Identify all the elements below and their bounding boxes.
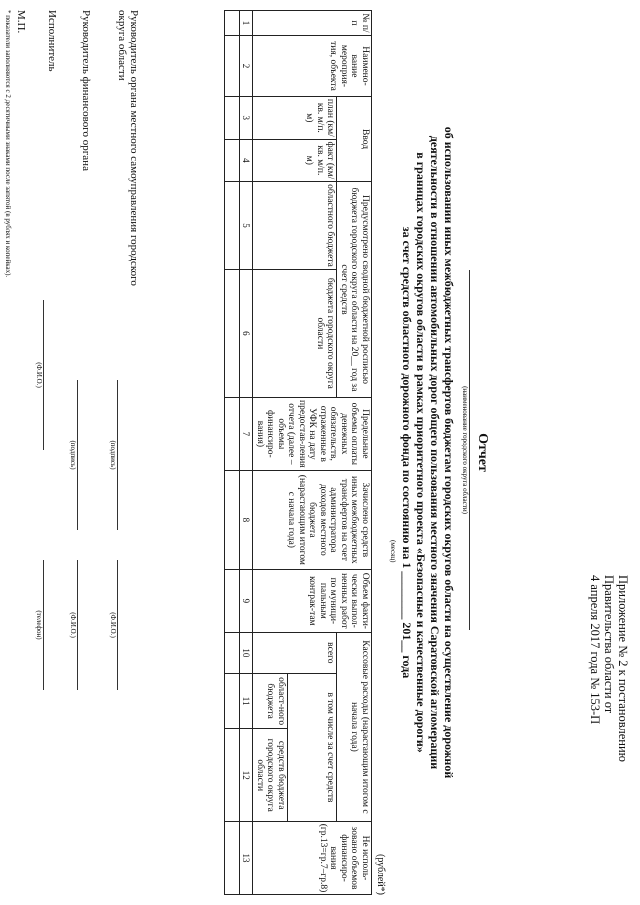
- column-numbers-row: 1 2 3 4 5 6 7 8 9 10 11 12 13: [240, 11, 254, 895]
- document-page: Приложение № 2 к постановлению Правительства области от 4 апреля 2017 года № 153-П Отчет (наименование городского округа области) об использовании иных межбюджетных трансфертов бюджетам городских округов области на осуществление дорожной деятельности в отношении автомобильных дорог общего пользования местного значения Саратовской агломерации в границах городских округов области в рамках приоритетного проекта «Безопасные и качественные дороги» за счет средств областного дорожного фонда по состоянию на 1 ________ 201__ года (месяц) (рублей*) № п/п Наимено-вание мероприя-тия, объекта Ввод Предусмотрено сводной бюджетной росписью бюджета городского округа области на 20__ год за счет средств Предельные объемы оплаты денежных обязательств, отраженные в УФК на дату предостав-ления отчета (далее – объемы финансиро-вания) Зачислено средств иных межбюджетных трансфертов на счет администратора доходов местного бюджета (нарастающим итогом с начала года) Объем факти-чески выпол-ненных работ по муници-пальным контрак-там Кассовые расходы (нарастающим итогом с начала года) Не исполь-зовано объемов финансиро-вания (гр.13=гр.7–гр.8) план (км/кв. м/п. м) факт (км/кв. м/п. м) областного бюджета бюджета городского округа области всего в том числе за счет средств област-ного бюджета средств бюджета городского округа области 1 2 3 4 5 6 7 8 9 10 11 12 13 Руководитель органа местного самоуправления городского округа области (подпись) (Ф.И.О.) Руководитель финансового органа (подпись) (Ф.И.О.) Исполнитель (Ф.И.О.) (телефон) М.П. * показатели заполняются с 2 десятичными знаками после запятой (в рублях и копейках).: [0, 0, 640, 905]
- report-table: № п/п Наимено-вание мероприя-тия, объекта Ввод Предусмотрено сводной бюджетной росписью бюджета городского округа области на 20__ год за счет средств Предельные объемы оплаты денежных обязательств, отраженные в УФК на дату предостав-ления отчета (далее – объемы финансиро-вания) Зачислено средств иных межбюджетных трансфертов на счет администратора доходов местного бюджета (нарастающим итогом с начала года) Объем факти-чески выпол-ненных работ по муници-пальным контрак-там Кассовые расходы (нарастающим итогом с начала года) Не исполь-зовано объемов финансиро-вания (гр.13=гр.7–гр.8) план (км/кв. м/п. м) факт (км/кв. м/п. м) областного бюджета бюджета городского округа области всего в том числе за счет средств област-ного бюджета средств бюджета городского округа области 1 2 3 4 5 6 7 8 9 10 11 12 13: [224, 10, 372, 895]
- table-row: [225, 11, 240, 895]
- municipality-caption: (наименование городского округа области): [461, 270, 470, 630]
- report-title: Отчет: [475, 433, 490, 472]
- appendix-block: Приложение № 2 к постановлению Правительства области от 4 апреля 2017 года № 153-П: [588, 575, 630, 762]
